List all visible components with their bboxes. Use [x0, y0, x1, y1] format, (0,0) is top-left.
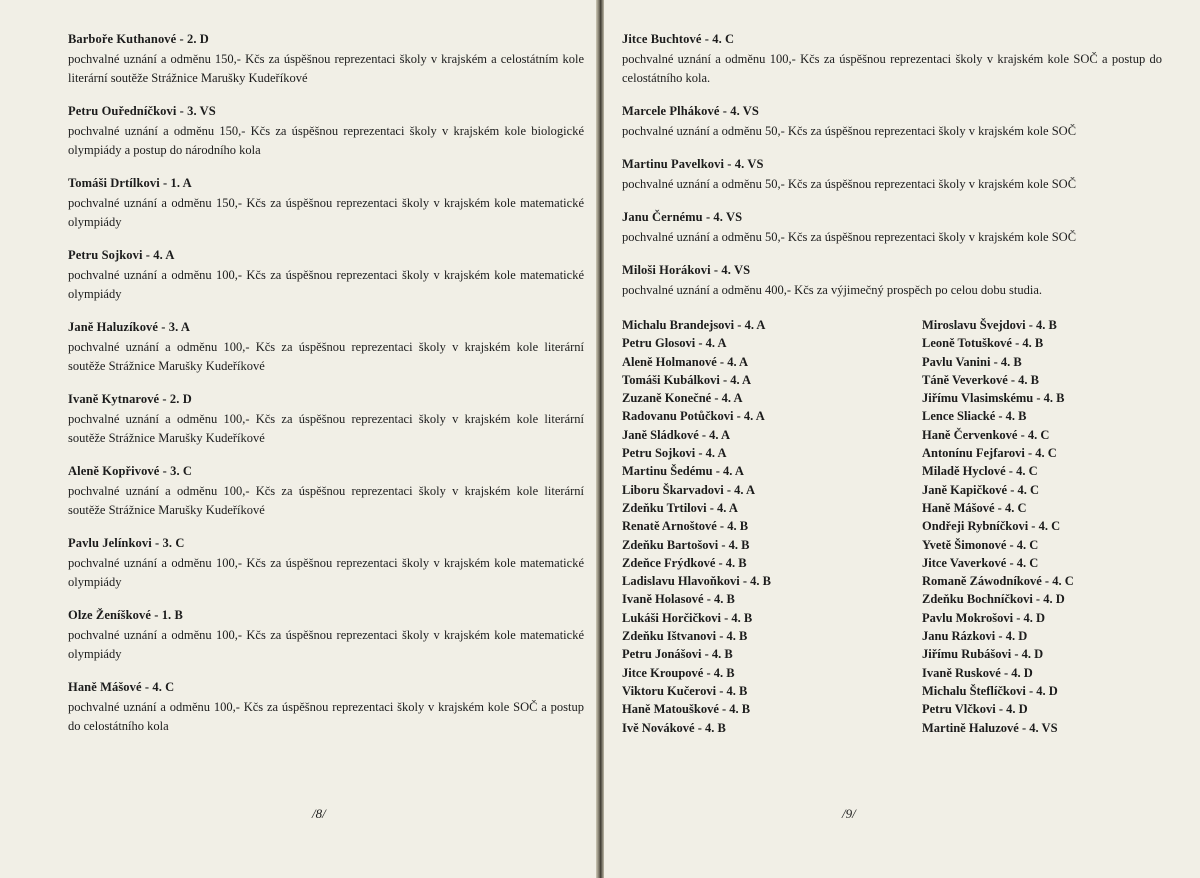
list-item: Janě Sládkové - 4. A: [622, 427, 731, 442]
recipient-name: Tomáši Drtílkovi - 1. A: [68, 176, 192, 190]
list-item: Jitce Vaverkové - 4. C: [922, 555, 1039, 570]
recipient-name: Janu Černému - 4. VS: [622, 210, 743, 224]
award-entry: [68, 678, 584, 736]
list-item: Zuzaně Konečné - 4. A: [622, 391, 743, 406]
list-item: Lukáši Horčičkovi - 4. B: [622, 610, 753, 625]
list-item: Janě Kapičkové - 4. C: [922, 482, 1040, 497]
list-item: Ivaně Holasové - 4. B: [622, 592, 735, 607]
list-item: Zdeňku Bartošovi - 4. B: [622, 537, 750, 552]
list-item: Ondřeji Rybníčkovi - 4. C: [922, 519, 1061, 534]
award-list-column-right: [922, 316, 1162, 737]
left-page: [0, 0, 596, 878]
award-description: pochvalné uznání a odměnu 150,- Kčs za úspěšnou reprezentaci školy v krajském kole matematické olympiády: [68, 196, 584, 229]
page-number: /9/: [842, 806, 856, 821]
award-description: pochvalné uznání a odměnu 50,- Kčs za úspěšnou reprezentaci školy v krajském kole SOČ: [622, 230, 1077, 244]
award-entry: [622, 102, 1162, 141]
list-item: Aleně Holmanové - 4. A: [622, 354, 749, 369]
award-list: [622, 316, 1162, 737]
award-description: pochvalné uznání a odměnu 100,- Kčs za úspěšnou reprezentaci školy v krajském kole literární soutěže Strážnice Marušky Kudeříkové: [68, 340, 584, 373]
list-item: Zdeňku Bochníčkovi - 4. D: [922, 592, 1065, 607]
list-item: Pavlu Vanini - 4. B: [922, 354, 1022, 369]
award-description: pochvalné uznání a odměnu 100,- Kčs za úspěšnou reprezentaci školy v krajském kole literární soutěže Strážnice Marušky Kudeříkové: [68, 484, 584, 517]
award-description: pochvalné uznání a odměnu 100,- Kčs za úspěšnou reprezentaci školy v krajském kole literární soutěže Strážnice Marušky Kudeříkové: [68, 412, 584, 445]
recipient-name: Petru Ouředníčkovi - 3. VS: [68, 104, 216, 118]
recipient-name: Jitce Buchtové - 4. C: [622, 32, 735, 46]
list-item: Petru Jonášovi - 4. B: [622, 647, 733, 662]
award-description: pochvalné uznání a odměnu 150,- Kčs za úspěšnou reprezentaci školy v krajském a celostátním kole literární soutěže Strážnice Marušky Kudeříkové: [68, 52, 584, 85]
list-item: Martině Haluzové - 4. VS: [922, 720, 1058, 735]
award-entry: [622, 30, 1162, 88]
list-item: Leoně Totuškové - 4. B: [922, 336, 1044, 351]
list-item: Haně Červenkové - 4. C: [922, 427, 1050, 442]
list-item: Lence Sliacké - 4. B: [922, 409, 1027, 424]
list-item: Jiřímu Vlasimskému - 4. B: [922, 391, 1065, 406]
award-description: pochvalné uznání a odměnu 150,- Kčs za úspěšnou reprezentaci školy v krajském kole biologické olympiády a postup do národního kola: [68, 124, 584, 157]
list-item: Renatě Arnoštové - 4. B: [622, 519, 749, 534]
award-entry: [622, 155, 1162, 194]
list-item: Haně Mášové - 4. C: [922, 500, 1027, 515]
list-item: Ivaně Ruskové - 4. D: [922, 665, 1033, 680]
award-description: pochvalné uznání a odměnu 50,- Kčs za úspěšnou reprezentaci školy v krajském kole SOČ: [622, 124, 1077, 138]
award-entry: [68, 462, 584, 520]
award-description: pochvalné uznání a odměnu 100,- Kčs za úspěšnou reprezentaci školy v krajském kole matematické olympiády: [68, 556, 584, 589]
recipient-name: Aleně Kopřivové - 3. C: [68, 464, 193, 478]
recipient-name: Haně Mášové - 4. C: [68, 680, 175, 694]
list-item: Pavlu Mokrošovi - 4. D: [922, 610, 1046, 625]
recipient-name: Petru Sojkovi - 4. A: [68, 248, 175, 262]
recipient-name: Janě Haluzíkové - 3. A: [68, 320, 190, 334]
list-item: Jitce Kroupové - 4. B: [622, 665, 735, 680]
award-entry: [68, 30, 584, 88]
award-entry: [68, 534, 584, 592]
award-description: pochvalné uznání a odměnu 400,- Kčs za výjimečný prospěch po celou dobu studia.: [622, 283, 1043, 297]
recipient-name: Barboře Kuthanové - 2. D: [68, 32, 209, 46]
right-page: [604, 0, 1200, 878]
award-entry: [68, 102, 584, 160]
recipient-name: Martinu Pavelkovi - 4. VS: [622, 157, 764, 171]
page-number: /8/: [312, 806, 326, 821]
left-page-content: [68, 30, 584, 750]
award-description: pochvalné uznání a odměnu 100,- Kčs za úspěšnou reprezentaci školy v krajském kole matematické olympiády: [68, 268, 584, 301]
award-description: pochvalné uznání a odměnu 100,- Kčs za úspěšnou reprezentaci školy v krajském kole matematické olympiády: [68, 628, 584, 661]
recipient-name: Pavlu Jelínkovi - 3. C: [68, 536, 185, 550]
award-description: pochvalné uznání a odměnu 100,- Kčs za úspěšnou reprezentaci školy v krajském kole SOČ a postup do celostátního kola.: [622, 52, 1162, 85]
award-list-column-left: [622, 316, 922, 737]
recipient-name: Olze Ženíškové - 1. B: [68, 608, 183, 622]
list-item: Zdeňku Ištvanovi - 4. B: [622, 629, 748, 644]
list-item: Michalu Šteflíčkovi - 4. D: [922, 683, 1058, 698]
recipient-name: Marcele Plhákové - 4. VS: [622, 104, 759, 118]
list-item: Antonínu Fejfarovi - 4. C: [922, 446, 1057, 461]
award-entry: [622, 208, 1162, 247]
award-entry: [68, 174, 584, 232]
award-entry: [622, 261, 1162, 300]
list-item: Ladislavu Hlavoňkovi - 4. B: [622, 574, 771, 589]
list-item: Ivě Novákové - 4. B: [622, 720, 726, 735]
award-entry: [68, 606, 584, 664]
list-item: Michalu Brandejsovi - 4. A: [622, 318, 766, 332]
list-item: Tomáši Kubálkovi - 4. A: [622, 372, 752, 387]
award-entry: [68, 318, 584, 376]
list-item: Romaně Záwodníkové - 4. C: [922, 574, 1074, 589]
award-description: pochvalné uznání a odměnu 100,- Kčs za úspěšnou reprezentaci školy v krajském kole SOČ a postup do celostátního kola: [68, 700, 584, 733]
right-page-content: [622, 30, 1162, 737]
list-item: Zdeňku Trtilovi - 4. A: [622, 500, 738, 515]
list-item: Viktoru Kučerovi - 4. B: [622, 683, 748, 698]
list-item: Radovanu Potůčkovi - 4. A: [622, 409, 765, 424]
award-entry: [68, 246, 584, 304]
award-description: pochvalné uznání a odměnu 50,- Kčs za úspěšnou reprezentaci školy v krajském kole SOČ: [622, 177, 1077, 191]
list-item: Petru Vlčkovi - 4. D: [922, 702, 1028, 717]
right-entries: [622, 30, 1162, 300]
award-entry: [68, 390, 584, 448]
list-item: Miladě Hyclové - 4. C: [922, 464, 1038, 479]
list-item: Liboru Škarvadovi - 4. A: [622, 482, 756, 497]
list-item: Miroslavu Švejdovi - 4. B: [922, 318, 1057, 332]
list-item: Haně Matouškové - 4. B: [622, 702, 751, 717]
list-item: Petru Glosovi - 4. A: [622, 336, 727, 351]
list-item: Jiřímu Rubášovi - 4. D: [922, 647, 1044, 662]
list-item: Janu Rázkovi - 4. D: [922, 629, 1028, 644]
list-item: Martinu Šedému - 4. A: [622, 464, 744, 479]
recipient-name: Miloši Horákovi - 4. VS: [622, 263, 751, 277]
list-item: Zdeňce Frýdkové - 4. B: [622, 555, 747, 570]
list-item: Yvetě Šimonové - 4. C: [922, 537, 1039, 552]
list-item: Petru Sojkovi - 4. A: [622, 446, 727, 461]
recipient-name: Ivaně Kytnarové - 2. D: [68, 392, 192, 406]
list-item: Táně Veverkové - 4. B: [922, 372, 1040, 387]
book-gutter: [596, 0, 604, 878]
